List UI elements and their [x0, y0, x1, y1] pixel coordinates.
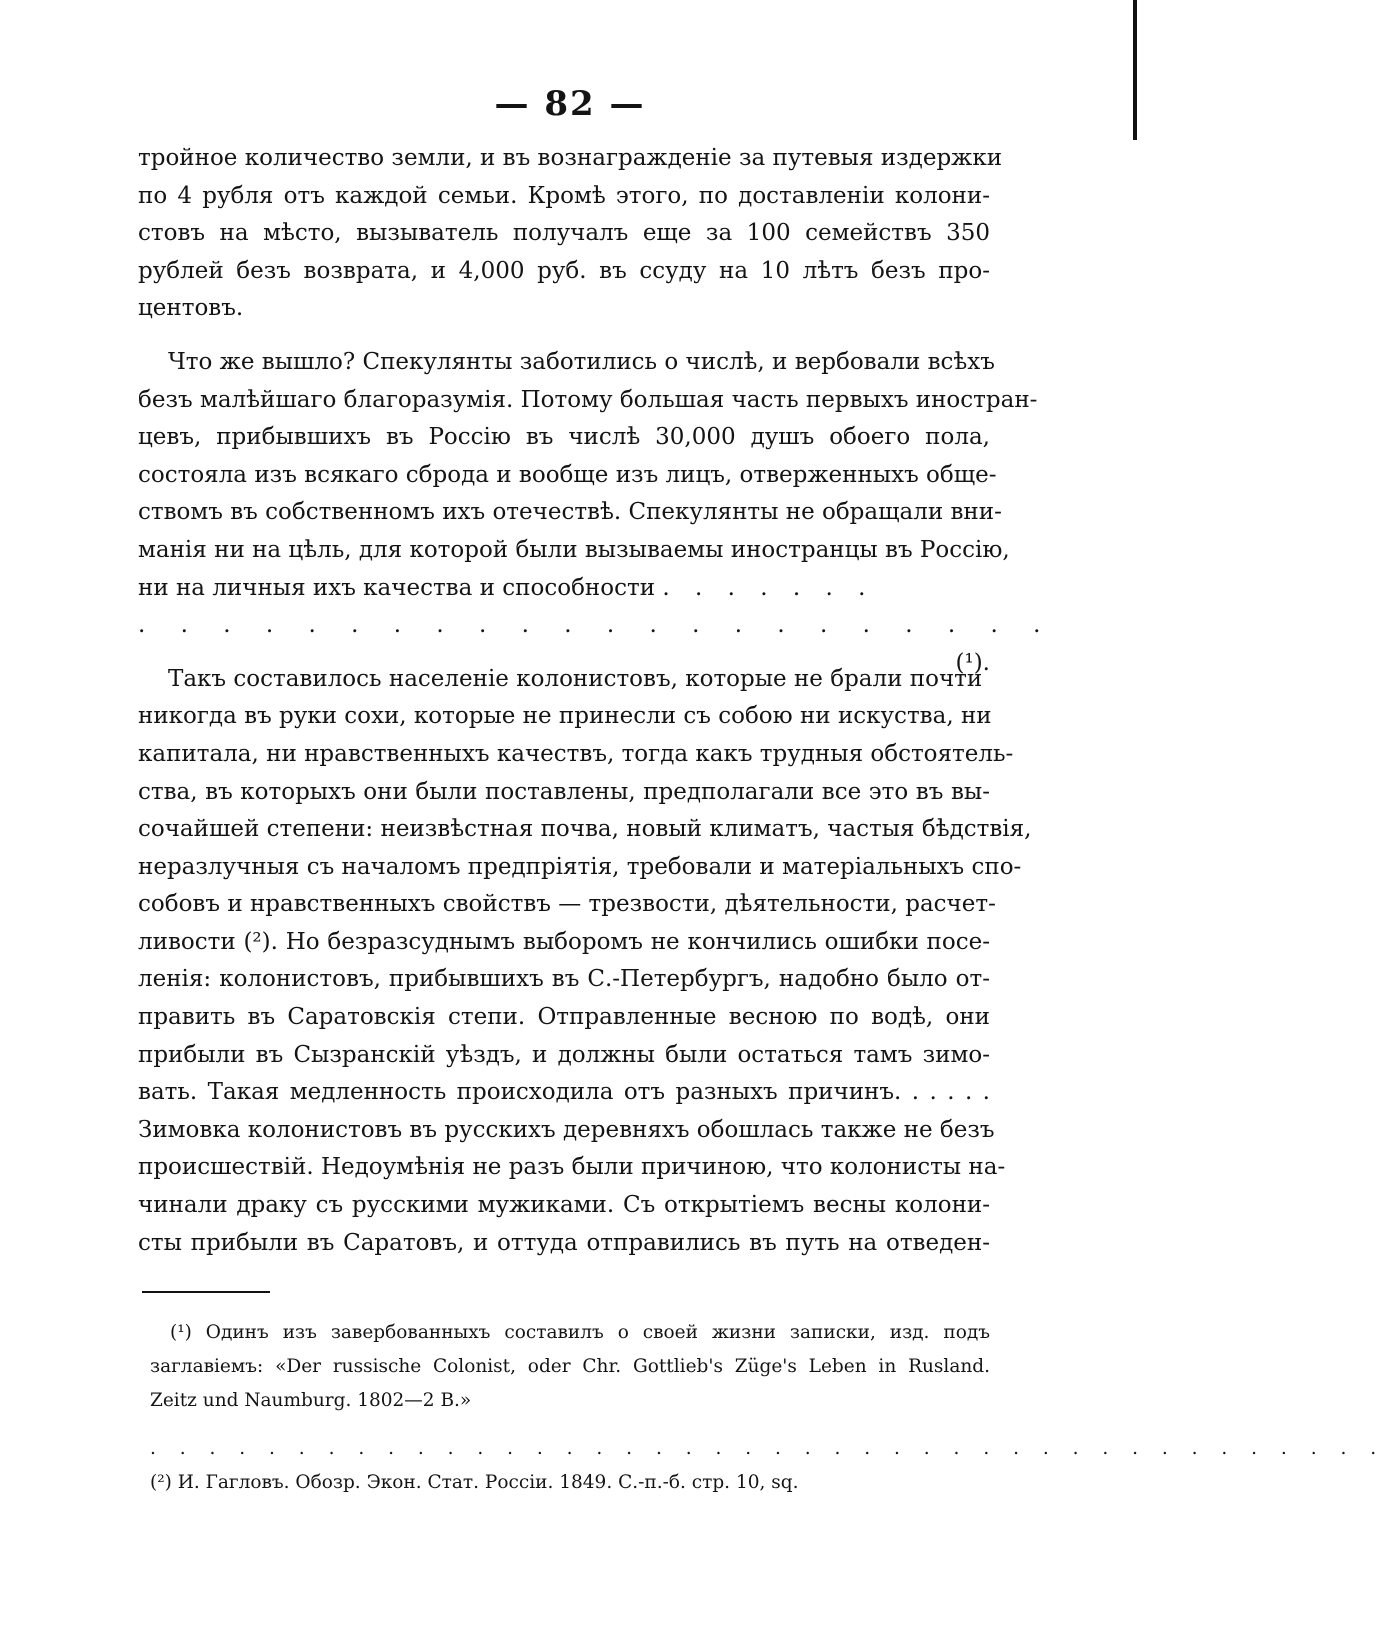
footnote-1 — [150, 1316, 990, 1418]
text-line: ства, въ которыхъ они были поставлены, предполагали все это въ вы- — [138, 778, 990, 805]
body-text — [138, 140, 1055, 1262]
text-line: центовъ. — [138, 295, 244, 322]
text-line: никогда въ руки сохи, которые не принесли съ собою ни искуства, ни — [138, 703, 992, 730]
text-line: рублей безъ возврата, и 4,000 руб. въ ссуду на 10 лѣтъ безъ про- — [138, 257, 990, 284]
ellipsis-dots: . . . . . . . — [662, 574, 875, 601]
footnote-line: (¹) Одинъ изъ завербованныхъ составилъ о своей жизни записки, изд. подъ — [170, 1322, 990, 1343]
footnote-line: Zeitz und Naumburg. 1802—2 B.» — [150, 1390, 472, 1411]
text-line: прибыли въ Сызранскій уѣздъ, и должны были остаться тамъ зимо- — [138, 1041, 990, 1068]
text-line — [138, 570, 990, 608]
text-line: ленія: колонистовъ, прибывшихъ въ С.-Петербургъ, надобно было от- — [138, 966, 990, 993]
text-line: тройное количество земли, и въ вознагражденіе за путевыя издержки — [138, 145, 1003, 171]
text-line: вать. Такая медленность происходила отъ разныхъ причинъ. . . . . . — [138, 1079, 990, 1106]
text-line: неразлучныя съ началомъ предпріятія, требовали и матеріальныхъ спо- — [138, 853, 1022, 880]
text-line: ствомъ въ собственномъ ихъ отечествѣ. Спекулянты не обращали вни- — [138, 499, 1002, 526]
text-line: сочайшей степени: неизвѣстная почва, новый климатъ, частыя бѣдствія, — [138, 816, 1032, 843]
paragraph-1 — [138, 140, 1003, 328]
text-line: капитала, ни нравственныхъ качествъ, тогда какъ трудныя обстоятель- — [138, 740, 1014, 767]
text-line: Что же вышло? Спекулянты заботились о числѣ, и вербовали всѣхъ — [168, 348, 995, 375]
text-line: собовъ и нравственныхъ свойствъ — трезвости, дѣятельности, расчет- — [138, 891, 996, 918]
text-line: цевъ, прибывшихъ въ Россію въ числѣ 30,000 душъ обоего пола, — [138, 424, 990, 451]
dotted-line — [138, 607, 1055, 676]
footnote-reference: (¹). — [955, 649, 990, 676]
text-line: стовъ на мѣсто, вызыватель получалъ еще за 100 семействъ 350 — [138, 220, 990, 247]
text-line: по 4 рубля отъ каждой семьи. Кромѣ этого, по доставленіи колони- — [138, 182, 990, 209]
ellipsis-dots: . . . . . . . . . . . . . . . . . . . . . . — [138, 612, 1055, 639]
text-line: происшествій. Недоумѣнія не разъ были причиною, что колонисты на- — [138, 1154, 1006, 1181]
text-line: Такъ составилось населеніе колонистовъ, которые не брали почти — [168, 665, 983, 692]
text-line: ливости (²). Но безразсуднымъ выборомъ не кончились ошибки посе- — [138, 928, 990, 955]
text-line: чинали драку съ русскими мужиками. Съ открытіемъ весны колони- — [138, 1192, 990, 1219]
footnotes — [150, 1316, 1385, 1500]
footnote-line: заглавіемъ: «Der russische Colonist, oder Chr. Gottlieb's Züge's Leben in Rusland. — [150, 1356, 990, 1377]
text-line: Зимовка колонистовъ въ русскихъ деревняхъ обошлась также не безъ — [138, 1116, 995, 1143]
text-line: править въ Саратовскія степи. Отправленные весною по водѣ, они — [138, 1004, 990, 1031]
text-line: сты прибыли въ Саратовъ, и оттуда отправились въ путь на отведен- — [138, 1229, 990, 1256]
footnote-separator — [142, 1291, 270, 1293]
text-line: безъ малѣйшаго благоразумія. Потому большая часть первыхъ иностран- — [138, 386, 1038, 413]
text-line-content: ни на личныя ихъ качества и способности — [138, 574, 656, 601]
footnote-2 — [150, 1466, 990, 1500]
text-line: манія ни на цѣль, для которой были вызываемы иностранцы въ Россію, — [138, 536, 1010, 563]
text-line: состояла изъ всякаго сброда и вообще изъ лицъ, отверженныхъ обще- — [138, 461, 997, 488]
dotted-line: . . . . . . . . . . . . . . . . . . . . . . . . . . . . . . . . . . . . . . . . . . — [150, 1438, 1385, 1459]
footnote-line: (²) И. Гагловъ. Обозр. Экон. Стат. Россіи. 1849. С.-п.-б. стр. 10, sq. — [150, 1472, 799, 1493]
paragraph-2 — [138, 344, 1055, 676]
page-number: — 82 — — [494, 84, 646, 124]
paragraph-3 — [138, 661, 1032, 1263]
